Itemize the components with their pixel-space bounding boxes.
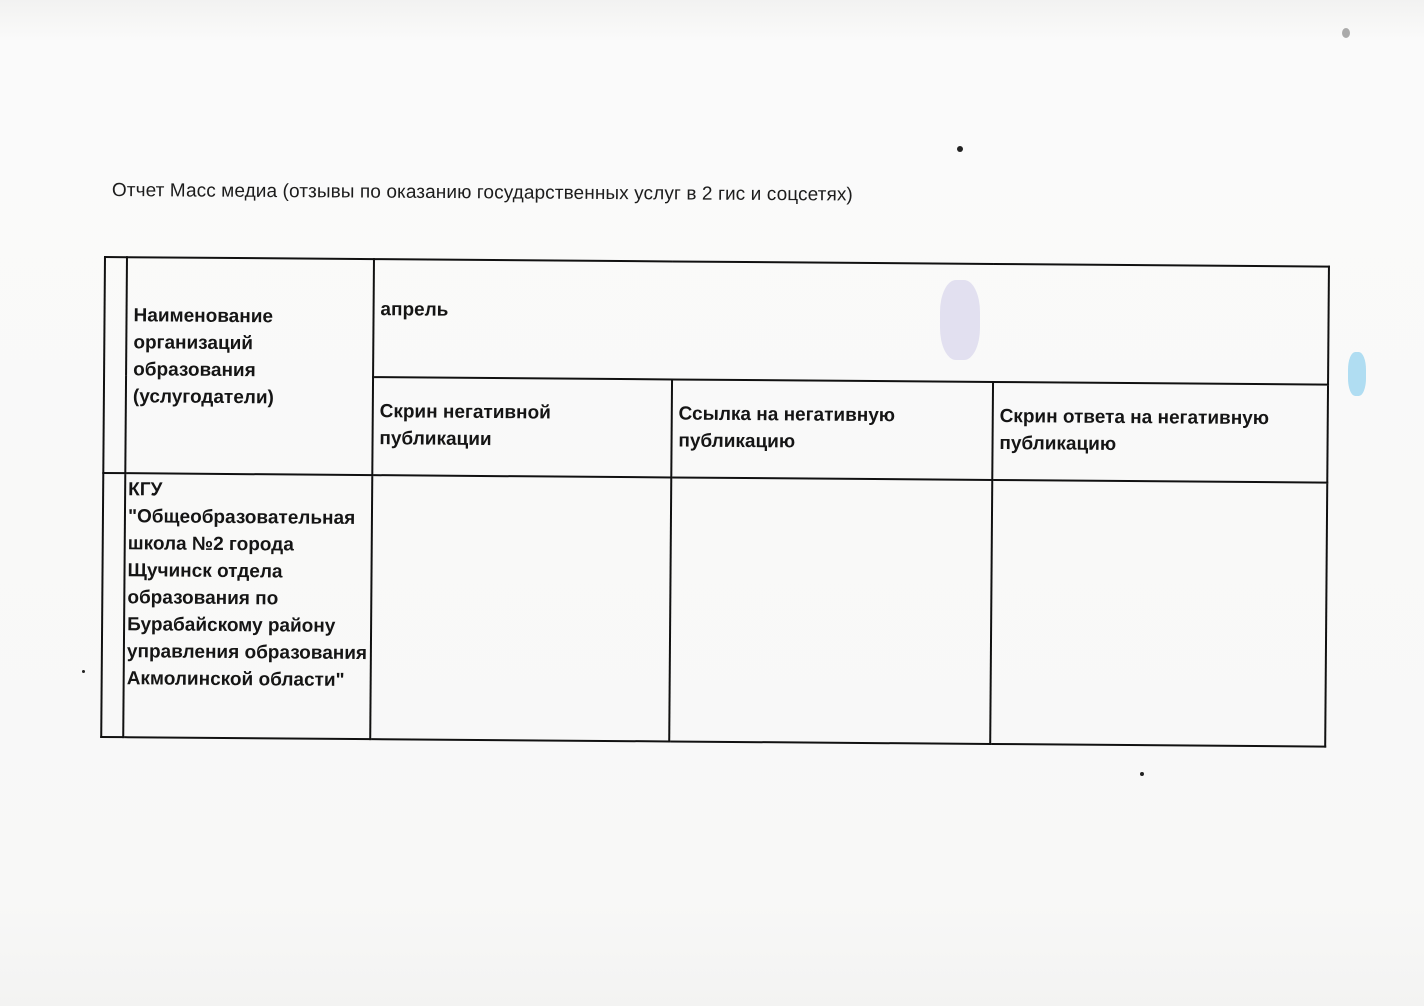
row-value xyxy=(993,481,1326,492)
table-row xyxy=(101,473,1327,747)
ink-speck xyxy=(1342,28,1350,38)
row-screenshot-cell xyxy=(370,475,671,741)
header-col-screenshot xyxy=(372,377,672,477)
row-value xyxy=(672,478,991,489)
row-org-cell xyxy=(123,473,372,739)
row-response-cell xyxy=(990,480,1327,747)
header-month-cell xyxy=(373,259,1329,384)
header-month-label: апрель xyxy=(380,299,449,321)
organization-name: КГУ "Общеобразовательная школа №2 города Щучинск отдела образования по Бурабайскому району управления образования Акмолинской области" xyxy=(126,479,368,691)
row-value xyxy=(373,476,670,486)
row-number-cell xyxy=(101,473,125,737)
header-org-cell xyxy=(125,257,373,475)
ink-speck xyxy=(82,670,85,673)
ink-speck xyxy=(1140,772,1144,776)
header-col-label: Скрин негативной публикации xyxy=(379,401,551,451)
header-col-response xyxy=(992,382,1328,483)
row-link-cell xyxy=(669,477,992,744)
header-col-label: Скрин ответа на негативную публикацию xyxy=(999,406,1270,455)
header-row-1 xyxy=(104,257,1329,385)
document-title: Отчет Масс медиа (отзывы по оказанию государственных услуг в 2 гис и соцсетях) xyxy=(111,180,853,206)
ink-speck xyxy=(957,146,963,152)
header-org-label: Наименование организаций образования (услугодатели) xyxy=(132,305,275,409)
header-number-cell xyxy=(103,257,127,473)
header-col-label: Ссылка на негативную публикацию xyxy=(678,403,896,453)
header-col-link xyxy=(671,379,993,480)
ink-smudge xyxy=(1348,352,1366,396)
report-table-wrapper xyxy=(100,256,1330,748)
report-table xyxy=(100,256,1330,748)
